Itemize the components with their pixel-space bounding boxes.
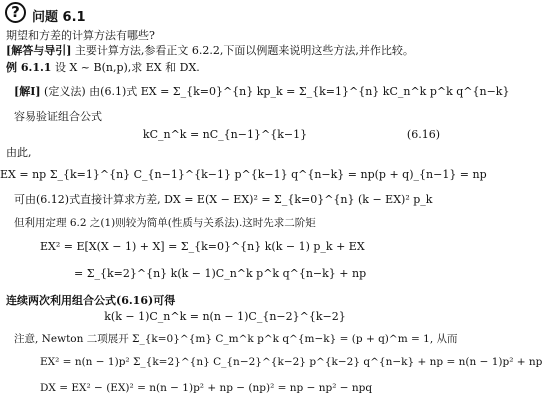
question-text: 期望和方差的计算方法有哪些? — [6, 29, 155, 42]
theorem-text: 但利用定理 6.2 之(1)则较为简单(性质与关系法).这时先求二阶矩 — [14, 217, 316, 229]
formula-6-16: kC_n^k = nC_{n−1}^{k−1} — [142, 128, 308, 141]
verify-text: 容易验证组合公式 — [14, 110, 102, 123]
example-text: 设 X ~ B(n,p),求 EX 和 DX. — [51, 61, 200, 74]
equation-ex: EX = np Σ_{k=1}^{n} C_{n−1}^{k−1} p^{k−1} q^{n−k} = np(p + q)_{n−1} = np — [0, 168, 487, 181]
section-title: 问题 6.1 — [32, 10, 86, 25]
example-label: 例 6.1.1 — [6, 61, 52, 74]
solution-text: 由(6.1)式 EX = Σ_{k=0}^{n} kp_k = Σ_{k=1}^{n} kC_n^k p^k q^{n−k} — [85, 85, 510, 98]
equation-dx: DX = EX² − (EX)² = n(n − 1)p² + np − (np)² = np − np² − npq — [40, 382, 373, 394]
equation-number: (6.16) — [406, 128, 440, 141]
question-mark-icon: ? — [5, 2, 26, 23]
direct-method-text: 可由(6.12)式直接计算求方差, DX = E(X − EX)² = Σ_{k=0}^{n} (k − EX)² p_k — [14, 193, 433, 206]
equation-ex2-b: = Σ_{k=2}^{n} k(k − 1)C_n^k p^k q^{n−k} + np — [74, 267, 367, 280]
hence-text: 由此, — [6, 146, 32, 159]
guide-paragraph — [6, 44, 414, 57]
equation-ex2-a: EX² = E[X(X − 1) + X] = Σ_{k=0}^{n} k(k − 1) p_k + EX — [40, 240, 365, 253]
solution-label: [解Ⅰ] — [14, 85, 41, 98]
guide-label: [解答与导引] — [6, 44, 72, 57]
twice-text: 连续两次利用组合公式(6.16)可得 — [6, 294, 176, 307]
equation-ex2-c: EX² = n(n − 1)p² Σ_{k=2}^{n} C_{n−2}^{k−2} p^{k−2} q^{n−k} + np = n(n − 1)p² + np — [40, 356, 542, 368]
solution-method: (定义法) — [40, 85, 86, 98]
solution-line — [14, 85, 509, 98]
newton-text: 注意, Newton 二项展开 Σ_{k=0}^{m} C_m^k p^k q^{m−k} = (p + q)^m = 1, 从而 — [14, 333, 458, 345]
guide-text: 主要计算方法,参看正文 6.2.2,下面以例题来说明这些方法,并作比较。 — [71, 44, 414, 57]
example-heading — [6, 61, 200, 74]
equation-twice: k(k − 1)C_n^k = n(n − 1)C_{n−2}^{k−2} — [104, 310, 346, 323]
